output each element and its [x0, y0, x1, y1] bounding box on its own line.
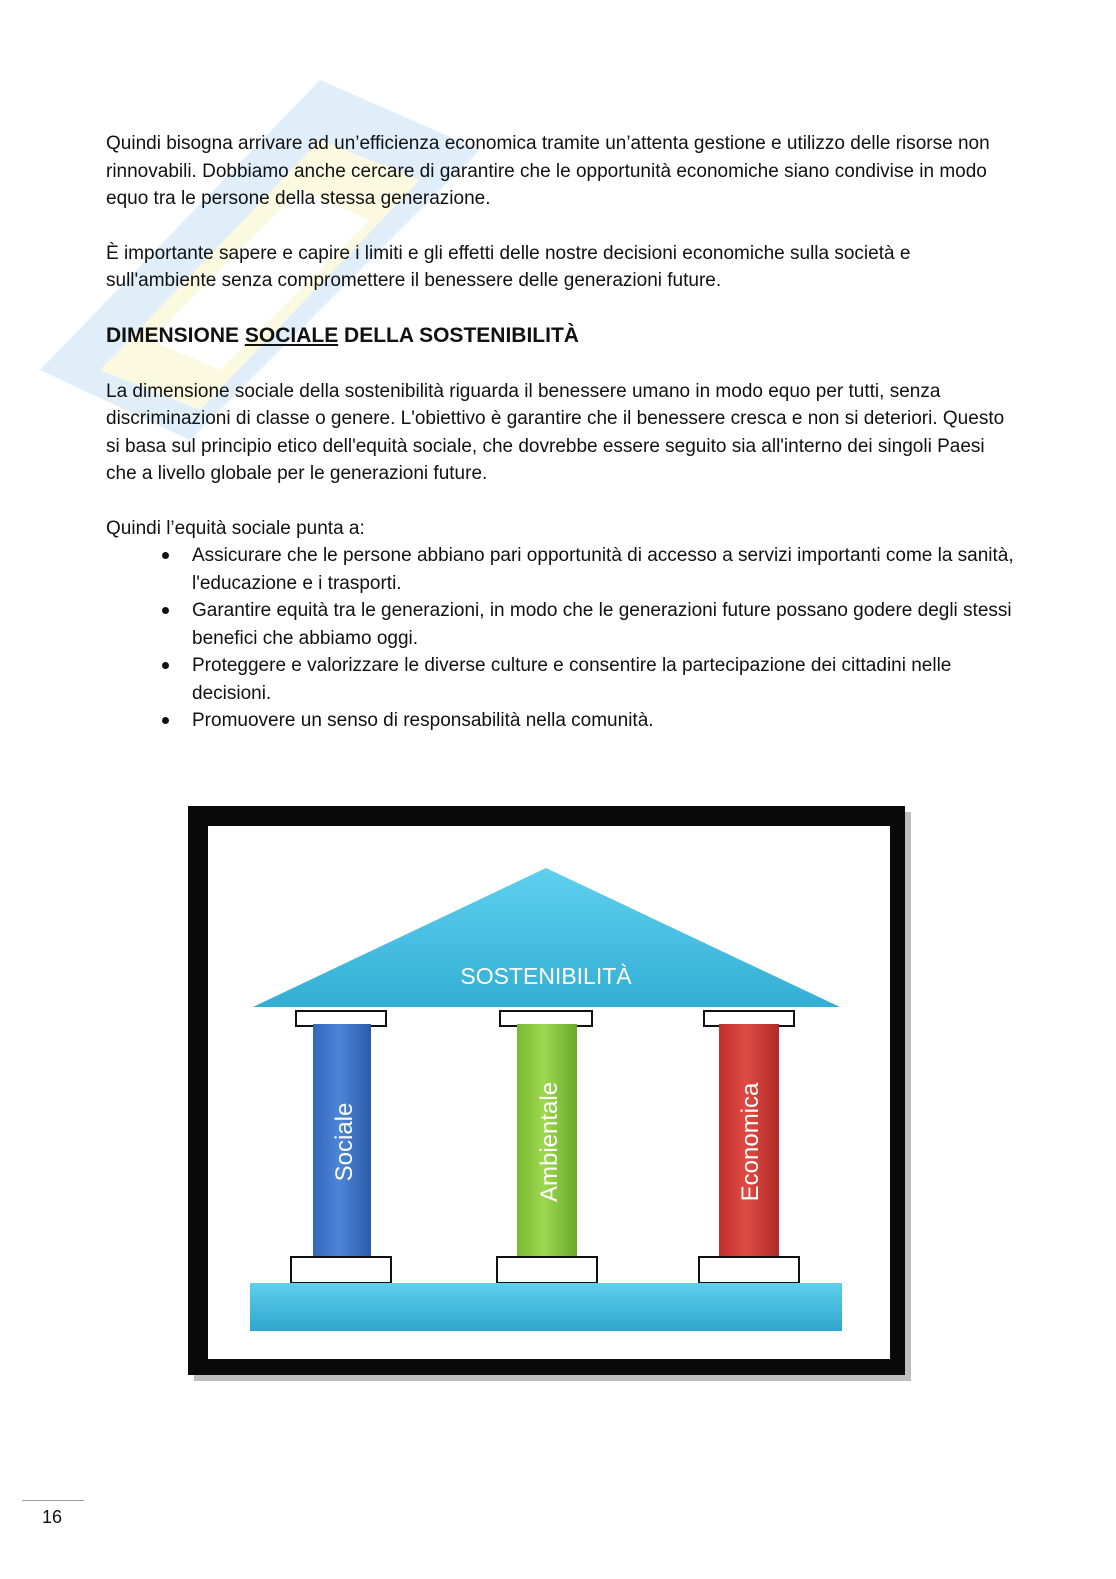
heading-suffix: DELLA SOSTENIBILITÀ	[344, 323, 579, 347]
bullet-icon	[162, 662, 169, 669]
document-body	[106, 130, 1016, 735]
bullet-icon	[162, 607, 169, 614]
bullet-icon	[162, 552, 169, 559]
roof-label: SOSTENIBILITÀ	[460, 963, 632, 989]
list-item	[192, 542, 1016, 597]
pillar-label-ambientale: Ambientale	[536, 1081, 563, 1203]
capital-center	[500, 1011, 592, 1026]
plinth-right	[699, 1257, 799, 1283]
list-item-text: Promuovere un senso di responsabilità nella comunità.	[192, 710, 654, 731]
bullet-icon	[162, 717, 169, 724]
paragraph-economic-limits: È importante sapere e capire i limiti e gli effetti delle nostre decisioni economiche sulla società e sull'ambiente senza compromettere il benessere delle generazioni future.	[106, 242, 911, 291]
list-intro: Quindi l’equità sociale punta a:	[106, 517, 365, 539]
list-item	[192, 652, 1016, 707]
pillar-label-economica: Economica	[737, 1082, 764, 1202]
paragraph-economic-efficiency: Quindi bisogna arrivare ad un’efficienza economica tramite un’attenta gestione e utilizzo delle risorse non rinnovabili. Dobbiamo anche cercare di garantire che le opportunità economiche siano condivise in modo equo tra le persone della stessa generazione.	[106, 133, 990, 209]
list-item-text: Garantire equità tra le generazioni, in modo che le generazioni future possano godere degli stessi benefici che abbiamo oggi.	[192, 600, 1012, 649]
sustainability-temple-diagram	[188, 806, 911, 1381]
footer-divider	[22, 1500, 84, 1501]
capital-left	[296, 1011, 386, 1026]
pillar-label-sociale: Sociale	[331, 1102, 358, 1182]
list-item-text: Assicurare che le persone abbiano pari opportunità di accesso a servizi importanti come la sanità, l'educazione e i trasporti.	[192, 545, 1014, 594]
paragraph-social-dimension: La dimensione sociale della sostenibilità riguarda il benessere umano in modo equo per tutti, senza discriminazioni di classe o genere. L'obiettivo è garantire che il benessere cresca e non si deteriori. Questo si basa sul principio etico dell'equità sociale, che dovrebbe essere seguito sia all'interno dei singoli Paesi che a livello globale per le generazioni future.	[106, 380, 1005, 484]
page-number: 16	[42, 1507, 63, 1527]
temple-base	[250, 1283, 842, 1331]
heading-prefix: DIMENSIONE	[106, 323, 240, 347]
equity-goals-list	[106, 542, 1016, 735]
list-item	[192, 707, 1016, 735]
list-item-text: Proteggere e valorizzare le diverse culture e consentire la partecipazione dei cittadini nelle decisioni.	[192, 655, 952, 704]
heading-underlined: SOCIALE	[244, 323, 339, 347]
capital-right	[704, 1011, 794, 1026]
plinth-left	[291, 1257, 391, 1283]
list-item	[192, 597, 1016, 652]
plinth-center	[497, 1257, 597, 1283]
section-heading	[106, 322, 1016, 350]
